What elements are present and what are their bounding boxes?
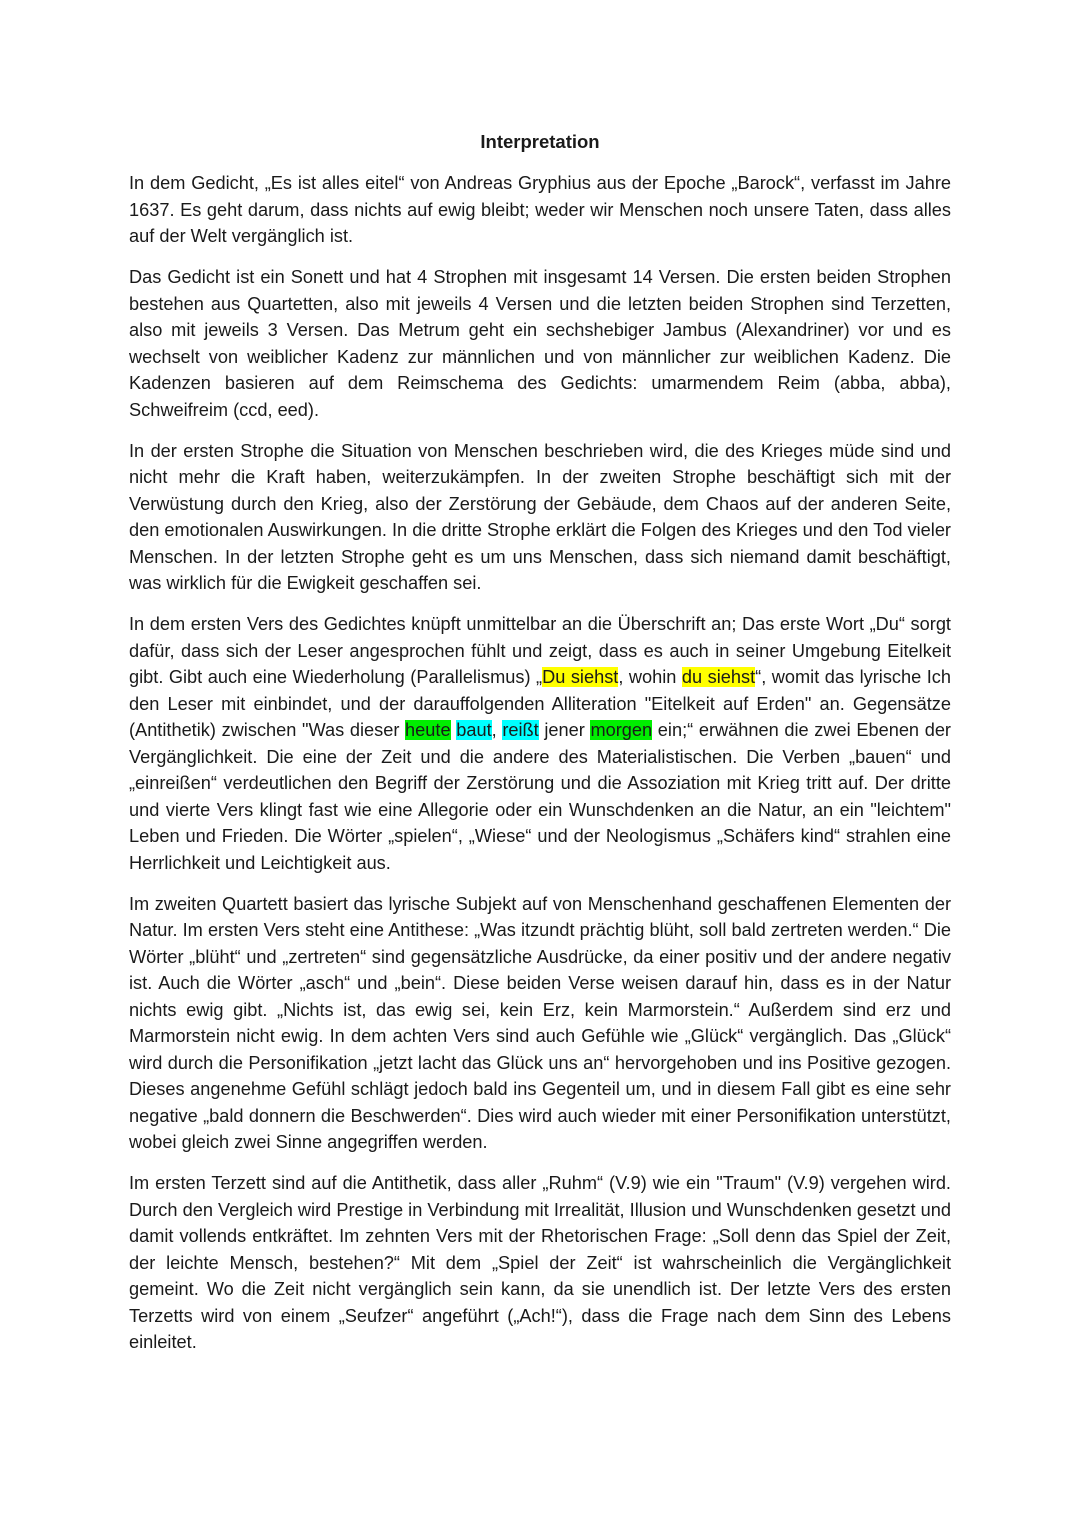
highlight-yellow: Du siehst: [542, 667, 619, 687]
highlight-cyan: reißt: [502, 720, 539, 740]
paragraph-text: , wohin: [618, 667, 682, 687]
document-page: [129, 128, 951, 1370]
paragraph-stanza-overview: In der ersten Strophe die Situation von Menschen beschrieben wird, die des Krieges müde sind und nicht mehr die Kraft haben, weiterzukämpfen. In der zweiten Strophe beschäftigt sich mit der Verwüstung durch den Krieg, also der Zerstörung der Gebäude, dem Chaos auf der anderen Seite, den emotionalen Auswirkungen. In die dritte Strophe erklärt die Folgen des Krieges und den Tod vieler Menschen. In der letzten Strophe geht es um uns Menschen, dass sich niemand damit beschäftigt, was wirklich für die Ewigkeit geschaffen sei.: [129, 440, 951, 593]
paragraph-first-tercet-analysis: Im ersten Terzett sind auf die Antithetik, dass aller „Ruhm“ (V.9) wie ein "Traum" (V.9) vergehen wird. Durch den Vergleich wird Prestige in Verbindung mit Irrealität, Illusion und Wunschdenken gesetzt und damit vollends entkräftet. Im zehnten Vers mit der Rhetorischen Frage: „Soll denn das Spiel der Zeit, der leichte Mensch, bestehen?“ Mit dem „Spiel der Zeit“ ist wahrscheinlich die Vergänglichkeit gemeint. Wo die Zeit nicht vergänglich sein kann, da sie unendlich ist. Der letzte Vers des ersten Terzetts wird von einem „Seufzer“ angeführt („Ach!“), dass die Frage nach dem Sinn des Lebens einleitet.: [129, 1173, 951, 1352]
paragraph-introduction: In dem Gedicht, „Es ist alles eitel“ von Andreas Gryphius aus der Epoche „Barock“, verfasst im Jahre 1637. Es geht darum, dass nichts auf ewig bleibt; weder wir Menschen noch unsere Taten, dass alles auf der Welt vergänglich ist.: [129, 173, 951, 246]
paragraph-text: jener: [538, 720, 591, 740]
paragraph-first-stanza-analysis: [129, 611, 951, 876]
paragraph-text: “, womit das lyrische Ich den Leser mit einbindet, und der darauffolgenden Alliteration "Eitelkeit auf Erden" an. Gegensätze (Antithetik) zwischen "Was dieser: [129, 667, 951, 740]
paragraph-text: ein;“ erwähnen die zwei Ebenen der Vergänglichkeit. Die eine der Zeit und die andere des Materialistischen. Die Verben „bauen“ und „einreißen“ verdeutlichen den Begriff der Zerstörung und die Assoziation mit Krieg tritt auf. Der dritte und vierte Vers klingt fast wie eine Allegorie oder ein Wunschdenken an die Natur, an ein "leichtem" Leben und Frieden. Die Wörter „spielen“, „Wiese“ und der Neologismus „Schäfers kind“ strahlen eine Herrlichkeit und Leichtigkeit aus.: [129, 720, 951, 873]
highlight-green: morgen: [590, 720, 653, 740]
highlight-cyan: baut: [456, 720, 492, 740]
paragraph-text: ,: [491, 720, 503, 740]
document-title: Interpretation: [480, 131, 600, 152]
paragraph-second-quartet-analysis: Im zweiten Quartett basiert das lyrische Subjekt auf von Menschenhand geschaffenen Elementen der Natur. Im ersten Vers steht eine Antithese: „Was itzundt prächtig blüht, soll bald zertreten werden.“ Die Wörter „blüht“ und „zertreten“ sind gegensätzliche Ausdrücke, da einer positiv und der andere negativ ist. Auch die Wörter „asch“ und „bein“. Diese beiden Verse weisen darauf hin, dass es in der Natur nichts ewig gibt. „Nichts ist, das ewig sei, kein Erz, kein Marmorstein.“ Außerdem sind erz und Marmorstein nicht ewig. In dem achten Vers sind auch Gefühle wie „Glück“ vergänglich. Das „Glück“ wird durch die Personifikation „jetzt lacht das Glück uns an“ hervorgehoben und ins Positive gezogen. Dieses angenehme Gefühl schlägt jedoch bald ins Gegenteil um, und in diesem Fall gibt es eine sehr negative „bald donnern die Beschwerden“. Dies wird auch wieder mit einer Personifikation unterstützt, wobei gleich zwei Sinne angegriffen werden.: [129, 893, 951, 1152]
paragraph-text: In dem ersten Vers des Gedichtes knüpft unmittelbar an die Überschrift an; Das erste Wort „Du“ sorgt dafür, dass sich der Leser angesprochen fühlt und zeigt, dass es auch in seiner Umgebung Eitelkeit gibt. Gibt auch eine Wiederholung (Parallelismus) „: [129, 614, 951, 687]
highlight-yellow: du siehst: [681, 667, 756, 687]
paragraph-form-analysis: Das Gedicht ist ein Sonett und hat 4 Strophen mit insgesamt 14 Versen. Die ersten beiden Strophen bestehen aus Quartetten, also mit jeweils 4 Versen und die letzten beiden Strophen sind Terzetten, also mit jeweils 3 Versen. Das Metrum geht ein sechshebiger Jambus (Alexandriner) vor und es wechselt von weiblicher Kadenz zur männlichen und von männlicher zur weiblichen Kadenz. Die Kadenzen basieren auf dem Reimschema des Gedichts: umarmendem Reim (abba, abba), Schweifreim (ccd, eed).: [129, 267, 951, 420]
highlight-green: heute: [405, 720, 451, 740]
